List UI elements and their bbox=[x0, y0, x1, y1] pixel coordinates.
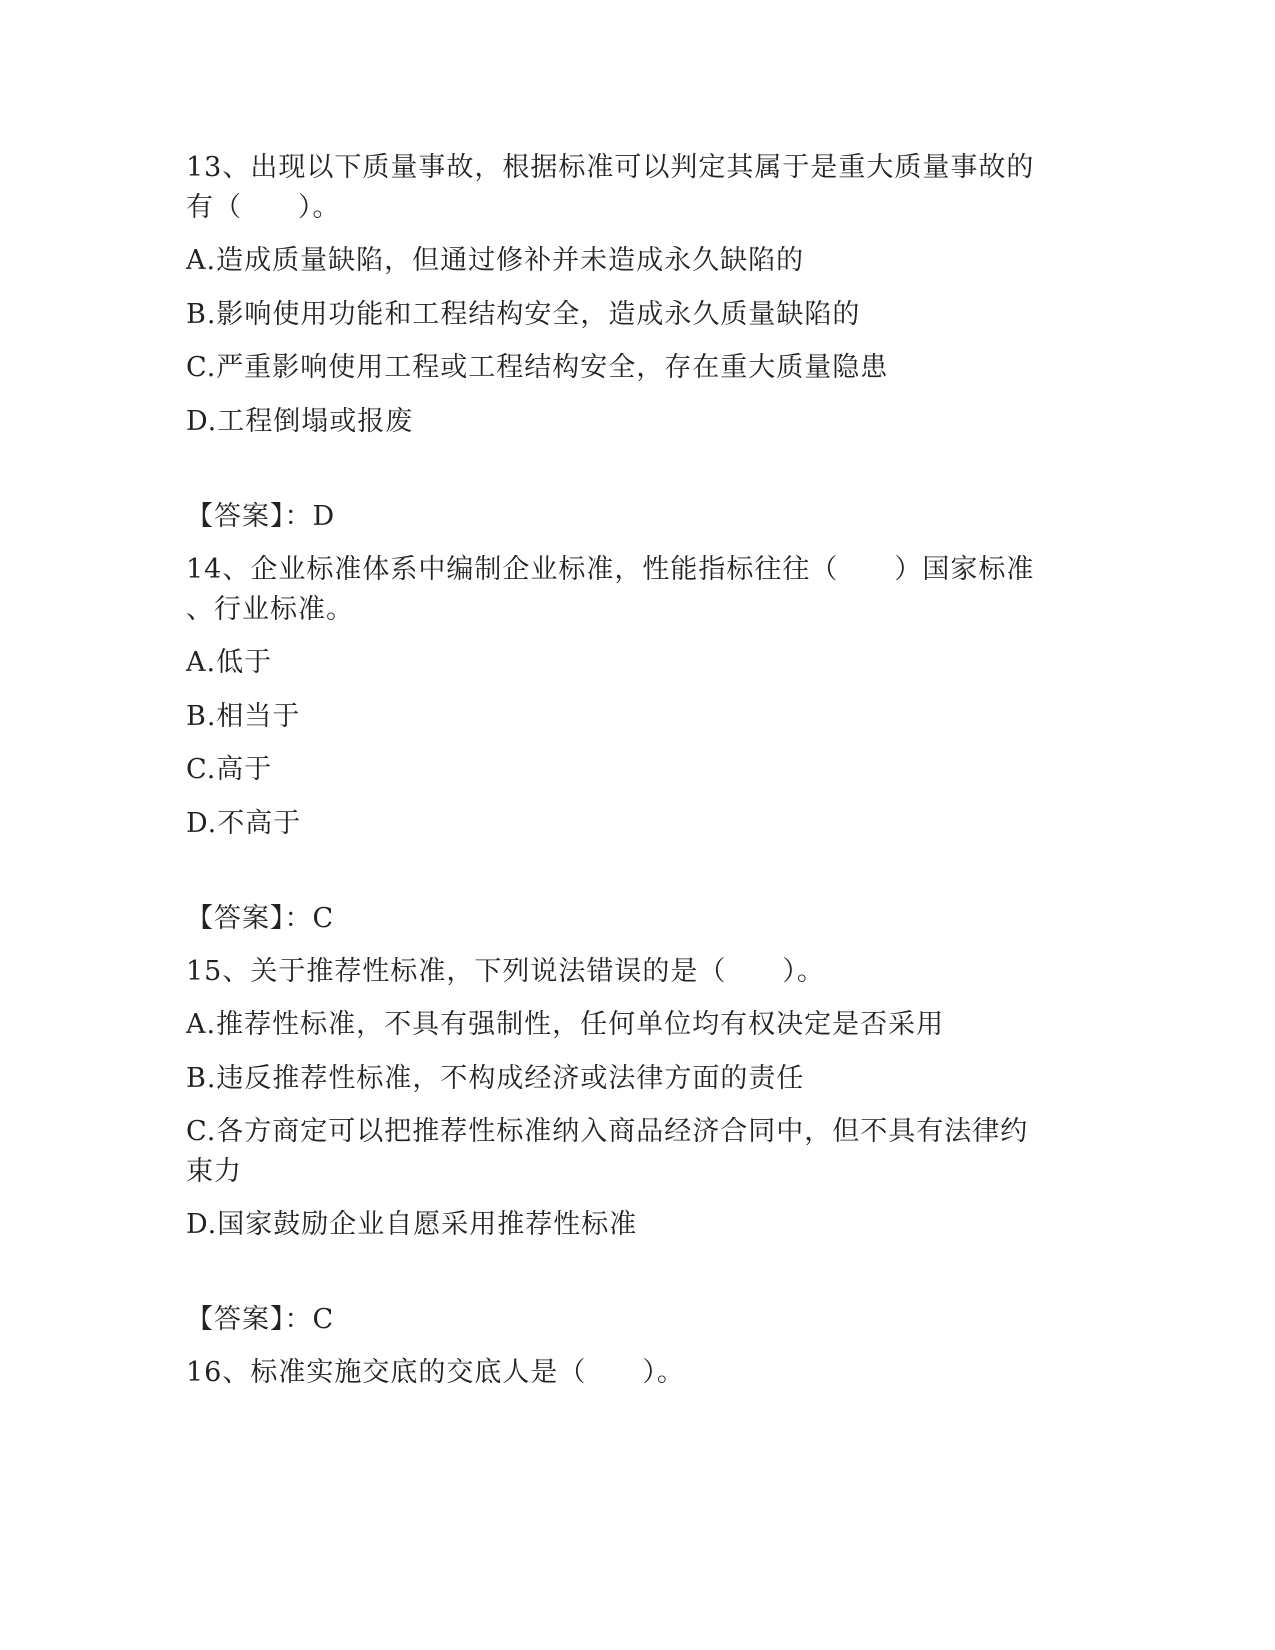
question-13-option-a: A.造成质量缺陷，但通过修补并未造成永久缺陷的 bbox=[186, 245, 805, 276]
question-14-stem-line-1: 14、企业标准体系中编制企业标准，性能指标往往（ ）国家标准 bbox=[186, 554, 1035, 585]
question-15-option-c-line-1: C.各方商定可以把推荐性标准纳入商品经济合同中，但不具有法律约 bbox=[186, 1116, 1029, 1147]
question-14-option-a: A.低于 bbox=[186, 647, 273, 678]
question-13-option-b: B.影响使用功能和工程结构安全，造成永久质量缺陷的 bbox=[186, 299, 861, 330]
question-14-stem-line-2: 、行业标准。 bbox=[186, 594, 354, 625]
question-13-option-c: C.严重影响使用工程或工程结构安全，存在重大质量隐患 bbox=[186, 352, 889, 383]
question-15-option-c-line-2: 束力 bbox=[186, 1156, 242, 1187]
question-15-option-d: D.国家鼓励企业自愿采用推荐性标准 bbox=[186, 1209, 638, 1240]
question-14-option-d: D.不高于 bbox=[186, 808, 302, 839]
question-13-stem-line-1: 13、出现以下质量事故，根据标准可以判定其属于是重大质量事故的 bbox=[186, 152, 1035, 183]
question-15-stem-line-1: 15、关于推荐性标准，下列说法错误的是（ ）。 bbox=[186, 956, 825, 987]
question-13-option-d: D.工程倒塌或报废 bbox=[186, 406, 414, 437]
question-13-answer: 【答案】：D bbox=[186, 501, 336, 532]
question-13-stem-line-2: 有（ ）。 bbox=[186, 192, 341, 223]
question-15-option-b: B.违反推荐性标准，不构成经济或法律方面的责任 bbox=[186, 1063, 805, 1094]
question-14-answer: 【答案】：C bbox=[186, 903, 335, 934]
question-14-option-c: C.高于 bbox=[186, 754, 273, 785]
question-15-option-a: A.推荐性标准，不具有强制性，任何单位均有权决定是否采用 bbox=[186, 1009, 945, 1040]
question-14-option-b: B.相当于 bbox=[186, 701, 301, 732]
question-16-stem-line-1: 16、标准实施交底的交底人是（ ）。 bbox=[186, 1357, 685, 1388]
question-15-answer: 【答案】：C bbox=[186, 1304, 335, 1335]
